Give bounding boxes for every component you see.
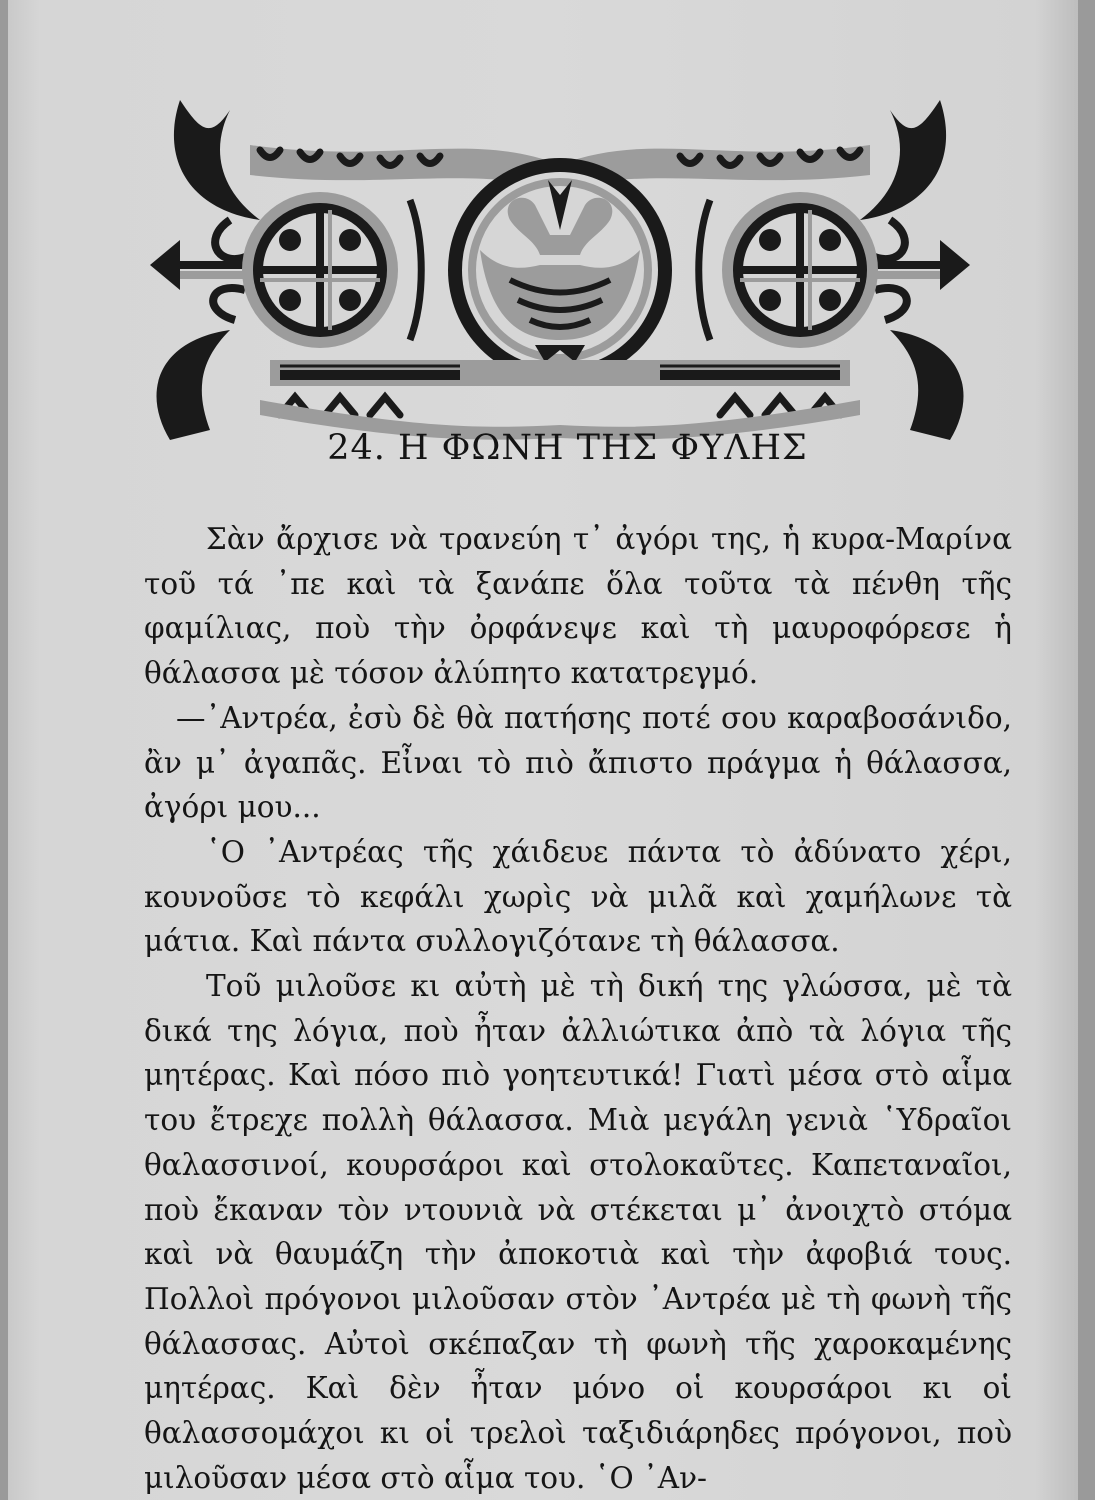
paragraph-dialogue: —᾽Αντρέα, ἐσὺ δὲ θὰ πατήσης ποτέ σου καραβοσάνιδο, ἂν μ᾽ ἀγαπᾶς. Εἶναι τὸ πιὸ ἄπιστο πράγμα ἡ θάλασσα, ἀγόρι μου...	[144, 700, 1012, 825]
chapter-body	[144, 517, 1012, 1500]
paragraph: Σὰν ἄρχισε νὰ τρανεύη τ᾽ ἀγόρι της, ἡ κυρα-Μαρίνα τοῦ τά ᾽πε καὶ τὰ ξανάπε ὅλα τοῦτα τὰ πένθη τῆς φαμίλιας, ποὺ τὴν ὀρφάνεψε καὶ τὴ μαυροφόρεσε ἡ θάλασσα μὲ τόσον ἀλύπητο κατατρεγμό.	[144, 522, 1012, 691]
paragraph: Τοῦ μιλοῦσε κι αὐτὴ μὲ τὴ δική της γλώσσα, μὲ τὰ δικά της λόγια, ποὺ ἦταν ἀλλιώτικα ἀπὸ τὰ λόγια τῆς μητέρας. Καὶ πόσο πιὸ γοητευτικά! Γιατὶ μέσα στὸ αἷμα του ἔτρεχε πολλὴ θάλασσα. Μιὰ μεγάλη γενιὰ ῾Υδραῖοι θαλασσινοί, κουρσάροι καὶ στολοκαῦτες. Καπεταναῖοι, ποὺ ἔκαναν τὸν ντουνιὰ νὰ στέκεται μ᾽ ἀνοιχτὸ στόμα καὶ νὰ θαυμάζη τὴν ἀποκοτιὰ καὶ τὴν ἀφοβιά τους. Πολλοὶ πρόγονοι μιλοῦσαν στὸν ᾽Αντρέα μὲ τὴ φωνὴ τῆς θάλασσας. Αὐτοὶ σκέπαζαν τὴ φωνὴ τῆς χαροκαμένης μητέρας. Καὶ δὲν ἦταν μόνο οἱ κουρσάροι κι οἱ θαλασσομάχοι κι οἱ τρελοὶ ταξιδιάρηδες πρόγονοι, ποὺ μιλοῦσαν μέσα στὸ αἷμα του. ῾Ο ᾽Αν-	[144, 969, 1012, 1495]
paragraph: ῾Ο ᾽Αντρέας τῆς χάιδευε πάντα τὸ ἀδύνατο χέρι, κουνοῦσε τὸ κεφάλι χωρὶς νὰ μιλᾶ καὶ χαμήλωνε τὰ μάτια. Καὶ πάντα συλλογιζότανε τὴ θάλασσα.	[144, 834, 1012, 959]
byzantine-double-headed-eagle-ornament-icon	[140, 70, 980, 450]
chapter-title: 24. Η ΦΩΝΗ ΤΗΣ ΦΥΛΗΣ	[327, 428, 808, 468]
